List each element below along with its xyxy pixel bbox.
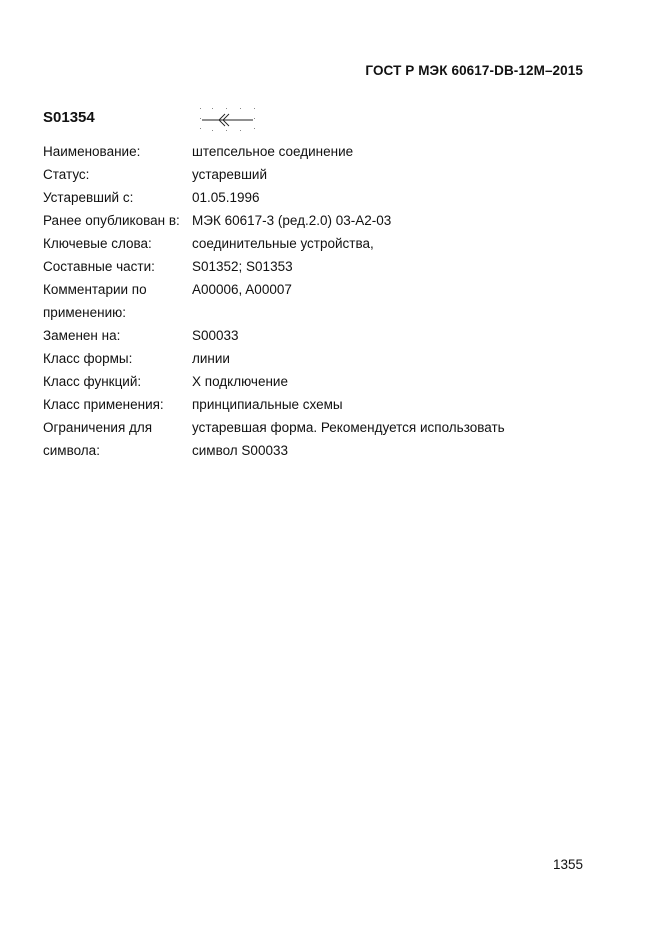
property-label: Ограничения для bbox=[43, 420, 153, 435]
property-row bbox=[43, 140, 603, 163]
property-value: МЭК 60617-3 (ред.2.0) 03-A2-03 bbox=[192, 213, 392, 228]
property-value bbox=[192, 301, 603, 324]
property-row bbox=[43, 416, 603, 439]
property-row bbox=[43, 439, 603, 462]
property-row bbox=[43, 393, 603, 416]
property-row bbox=[43, 324, 603, 347]
property-label: Заменен на: bbox=[43, 328, 121, 343]
property-value: принципиальные схемы bbox=[192, 397, 343, 412]
property-row bbox=[43, 301, 603, 324]
property-label: Класс формы: bbox=[43, 351, 133, 366]
property-row bbox=[43, 163, 603, 186]
property-label: применению: bbox=[43, 305, 126, 320]
property-value: штепсельное соединение bbox=[192, 144, 354, 159]
property-label: Наименование: bbox=[43, 144, 141, 159]
property-row bbox=[43, 370, 603, 393]
property-value: соединительные устройства, bbox=[192, 236, 374, 251]
property-row bbox=[43, 255, 603, 278]
property-label: Устаревший с: bbox=[43, 190, 134, 205]
symbol-properties bbox=[43, 140, 603, 462]
property-value: S01352; S01353 bbox=[192, 259, 293, 274]
property-row bbox=[43, 186, 603, 209]
property-label: Комментарии по bbox=[43, 282, 147, 297]
property-label: Ранее опубликован в: bbox=[43, 213, 180, 228]
property-value: символ S00033 bbox=[192, 443, 288, 458]
property-label: Составные части: bbox=[43, 259, 155, 274]
property-value: A00006, A00007 bbox=[192, 282, 292, 297]
property-row bbox=[43, 232, 603, 255]
property-label: Класс применения: bbox=[43, 397, 164, 412]
property-value: S00033 bbox=[192, 328, 239, 343]
property-value: устаревший bbox=[192, 167, 267, 182]
property-label: Статус: bbox=[43, 167, 90, 182]
property-value: 01.05.1996 bbox=[192, 190, 260, 205]
property-row bbox=[43, 278, 603, 301]
property-label: Класс функций: bbox=[43, 374, 142, 389]
property-value: X подключение bbox=[192, 374, 288, 389]
property-row bbox=[43, 347, 603, 370]
standard-designation: ГОСТ Р МЭК 60617-DB-12M–2015 bbox=[365, 63, 583, 78]
property-label: символа: bbox=[43, 443, 100, 458]
property-label: Ключевые слова: bbox=[43, 236, 152, 251]
page-number: 1355 bbox=[552, 857, 583, 872]
property-value: устаревшая форма. Рекомендуется использовать bbox=[192, 420, 505, 435]
property-row bbox=[43, 209, 603, 232]
symbol-id: S01354 bbox=[43, 109, 95, 126]
plug-connection-icon bbox=[198, 106, 258, 134]
property-value: линии bbox=[192, 351, 230, 366]
